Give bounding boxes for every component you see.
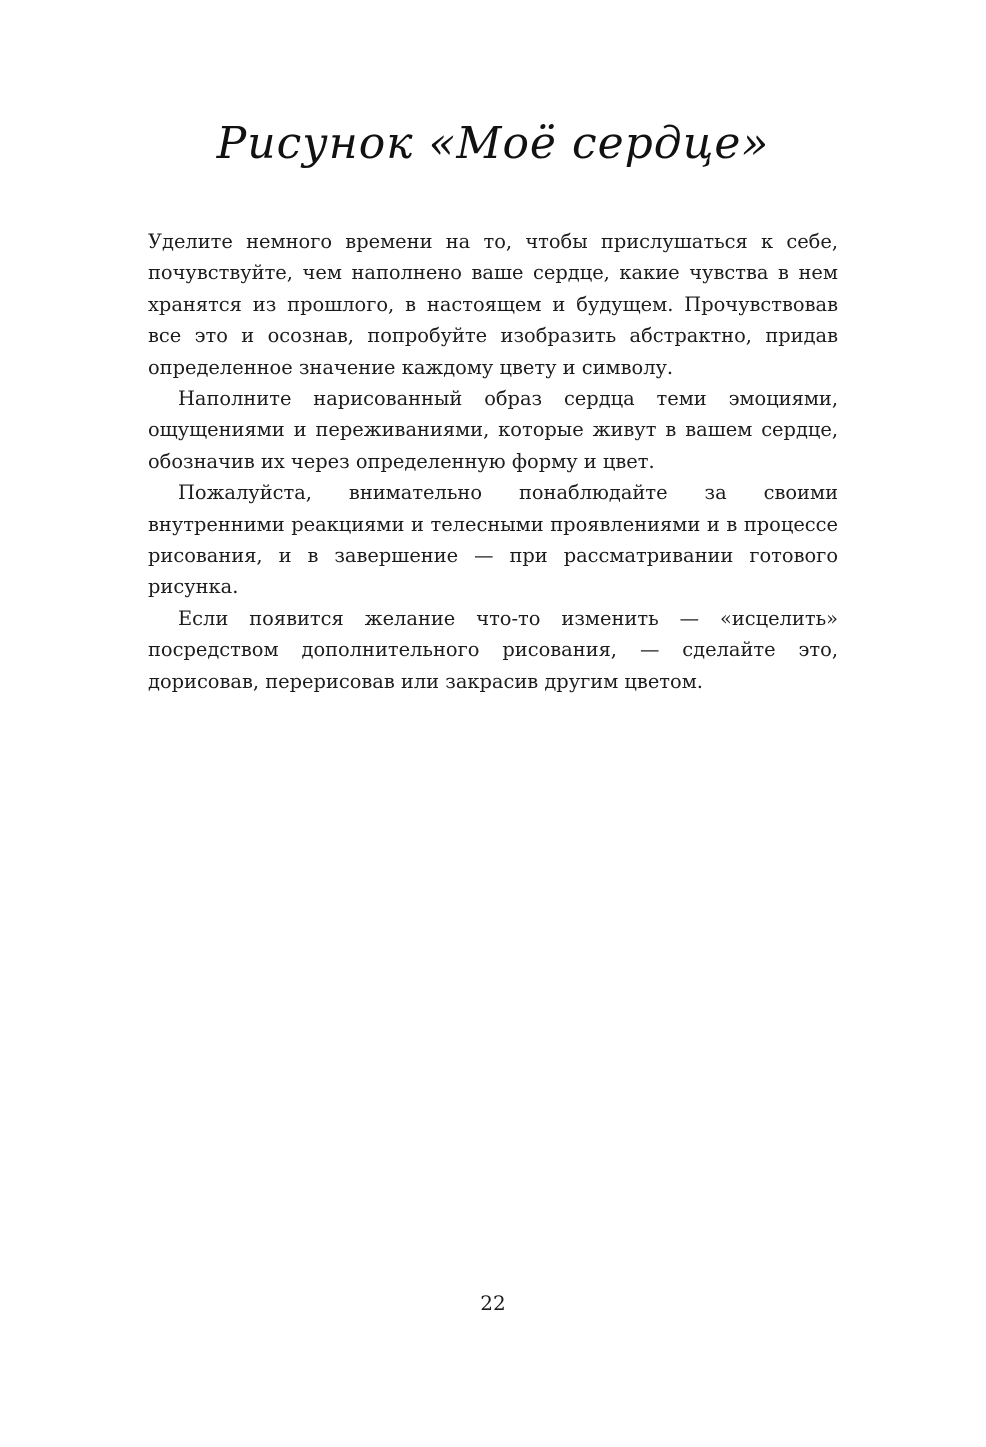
page-title: Рисунок «Моё сердце» bbox=[216, 118, 770, 169]
paragraph-3: Пожалуйста, внимательно понаблюдайте за своими внутренними реакциями и телесными проявлениями и в процессе рисования, и в завершение — при рассматривании готового рисунка. bbox=[148, 481, 838, 599]
page-number: 22 bbox=[480, 1291, 506, 1315]
body-text bbox=[148, 226, 838, 697]
paragraph-1: Уделите немного времени на то, чтобы прислушаться к себе, почувствуйте, чем наполнено ваше сердце, какие чувства в нем хранятся из прошлого, в настоящем и будущем. Прочувствовав все это и осознав, попробуйте изобразить абстрактно, придав определенное значение каждому цвету и символу. bbox=[148, 230, 838, 379]
paragraph-4: Если появится желание что-то изменить — «исцелить» посредством дополнительного рисования, — сделайте это, дорисовав, перерисовав или закрасив другим цветом. bbox=[148, 606, 838, 693]
paragraph-2: Наполните нарисованный образ сердца теми эмоциями, ощущениями и переживаниями, которые живут в вашем сердце, обозначив их через определенную форму и цвет. bbox=[148, 387, 838, 473]
